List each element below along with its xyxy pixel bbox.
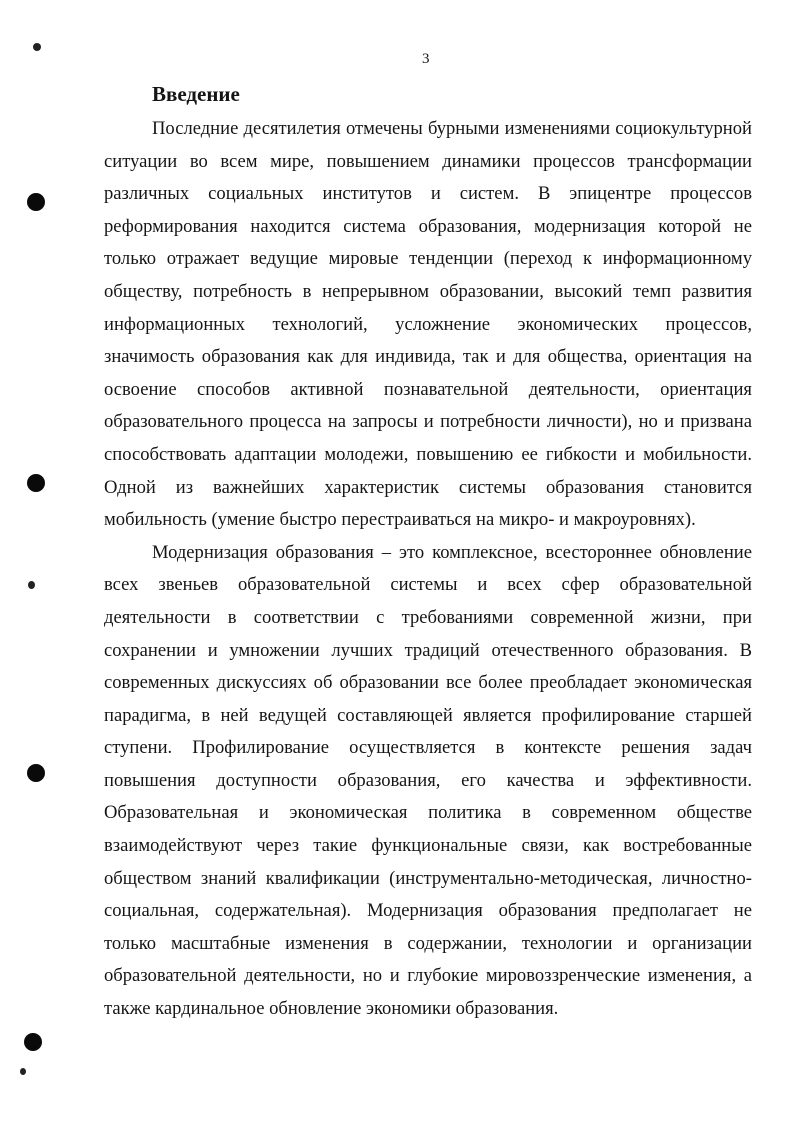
binder-hole [27, 764, 45, 782]
binder-hole [27, 474, 45, 492]
paragraph: Последние десятилетия отмечены бурными изменениями социокультурной ситуации во всем мире, повышением динамики процессов трансформации различных социальных институтов и систем. В эпицентре процессов реформирования находится система образования, модернизация которой не только отражает ведущие мировые тенденции (переход к информационному обществу, потребность в непрерывном образовании, высокий темп развития информационных технологий, усложнение экономических процессов, значимость образования как для индивида, так и для общества, ориентация на освоение способов активной познавательной деятельности, ориентация образовательного процесса на запросы и потребности личности), но и призвана способствовать адаптации молодежи, повышению ее гибкости и мобильности. Одной из важнейших характеристик системы образования становится мобильность (умение быстро перестраиваться на микро- и макроуровнях). [104, 118, 752, 531]
body-text [104, 113, 752, 1026]
section-heading: Введение [152, 82, 240, 106]
scan-speck [20, 1068, 26, 1075]
binder-hole [27, 193, 45, 211]
binder-hole [24, 1033, 42, 1051]
scan-speck [33, 43, 41, 51]
page-number: 3 [422, 51, 430, 67]
scan-speck [28, 581, 35, 589]
paragraph: Модернизация образования – это комплексное, всестороннее обновление всех звеньев образовательной системы и всех сфер образовательной деятельности в соответствии с требованиями современной жизни, при сохранении и умножении лучших традиций отечественного образования. В современных дискуссиях об образовании все более преобладает экономическая парадигма, в ней ведущей составляющей является профилирование старшей ступени. Профилирование осуществляется в контексте решения задач повышения доступности образования, его качества и эффективности. Образовательная и экономическая политика в современном обществе взаимодействуют через такие функциональные связи, как востребованные обществом знаний квалификации (инструментально-методическая, личностно-социальная, содержательная). Модернизация образования предполагает не только масштабные изменения в содержании, технологии и организации образовательной деятельности, но и глубокие мировоззренческие изменения, а также кардинальное обновление экономики образования. [104, 541, 752, 1020]
